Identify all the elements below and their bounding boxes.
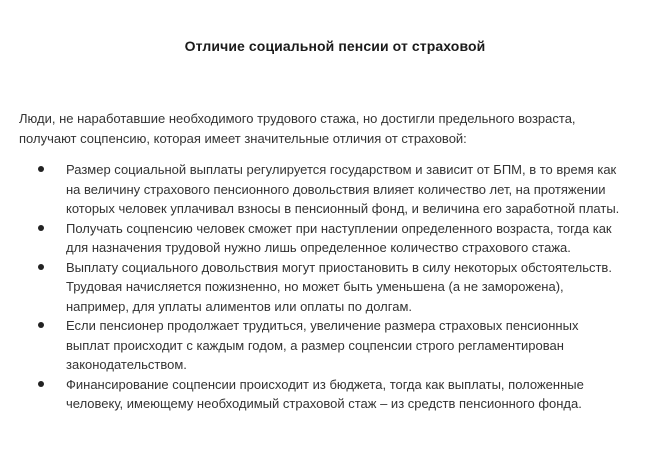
bullet-line: Финансирование соцпенсии происходит из бюджета, тогда как выплаты, положенные: [66, 376, 584, 392]
bullet-line: выплат происходит с каждым годом, а размер соцпенсии строго регламентирован: [66, 337, 564, 353]
intro-paragraph: [19, 109, 659, 148]
bullet-item: [0, 316, 670, 375]
bullet-dot-icon: [38, 322, 44, 328]
bullet-dot-icon: [38, 381, 44, 387]
bullet-item: [0, 375, 670, 414]
bullet-line: Трудовая начисляется пожизненно, но может быть уменьшена (а не заморожена),: [66, 279, 564, 294]
bullet-line: Размер социальной выплаты регулируется государством и зависит от БПМ, в то время как: [66, 162, 617, 177]
bullet-dot-icon: [38, 166, 44, 172]
intro-line: Люди, не наработавшие необходимого трудового стажа, но достигли предельного возраста,: [19, 111, 576, 126]
bullet-line: Если пенсионер продолжает трудиться, увеличение размера страховых пенсионных: [66, 318, 579, 333]
bullet-line: для назначения трудовой нужно лишь определенное количество страхового стажа.: [66, 240, 571, 255]
bullet-list: [0, 160, 670, 414]
bullet-line: законодательством.: [66, 357, 187, 372]
bullet-line: Получать соцпенсию человек сможет при наступлении определенного возраста, тогда как: [66, 220, 612, 236]
intro-line: получают соцпенсию, которая имеет значительные отличия от страховой:: [19, 130, 467, 146]
bullet-line: например, для уплаты алиментов или оплаты по долгам.: [66, 298, 413, 314]
bullet-dot-icon: [38, 225, 44, 231]
bullet-item: [0, 219, 670, 258]
bullet-item: [0, 160, 670, 219]
bullet-dot-icon: [38, 264, 44, 270]
bullet-line: Выплату социального довольствия могут приостановить в силу некоторых обстоятельств.: [66, 259, 612, 275]
bullet-item: [0, 258, 670, 317]
bullet-line: человеку, имеющему необходимый страховой стаж – из средств пенсионного фонда.: [66, 396, 582, 411]
bullet-line: которых человек уплачивал взносы в пенсионный фонд, и величина его заработной платы.: [66, 201, 620, 216]
bullet-line: на величину страхового пенсионного довольствия влияет количество лет, на протяжении: [66, 181, 606, 197]
document-title: Отличие социальной пенсии от страховой: [184, 38, 486, 54]
